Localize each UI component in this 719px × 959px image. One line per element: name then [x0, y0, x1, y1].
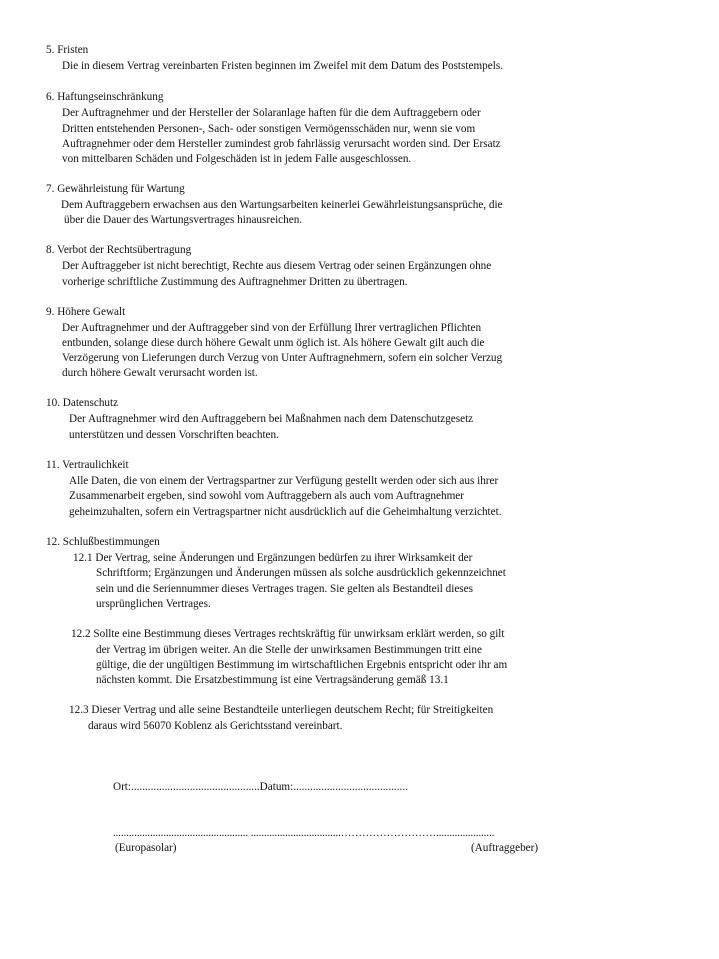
left-party-label: (Europasolar)	[115, 842, 177, 854]
subsection-12-2-line: der Vertrag im übrigen weiter. An die Stelle der unwirksamen Bestimmungen tritt eine	[96, 644, 482, 656]
section-11-heading: 11. Vertraulichkeit	[46, 459, 129, 471]
section-8-heading: 8. Verbot der Rechtsübertragung	[46, 244, 192, 256]
section-5-heading: 5. Fristen	[46, 44, 89, 56]
section-7-heading: 7. Gewährleistung für Wartung	[46, 183, 185, 195]
section-6-line: Dritten entstehenden Personen-, Sach- oder sonstigen Vermögensschäden nur, wenn sie vom	[62, 123, 476, 135]
section-8-line: Der Auftraggeber ist nicht berechtigt, Rechte aus diesem Vertrag oder seinen Ergänzungen ohne	[62, 260, 492, 272]
section-8-line: vorherige schriftliche Zustimmung des Auftragnehmer Dritten zu übertragen.	[62, 276, 408, 288]
section-9-heading: 9. Höhere Gewalt	[46, 306, 126, 318]
section-10-heading: 10. Datenschutz	[46, 397, 119, 409]
section-6-line: von mittelbaren Schäden und Folgeschäden ist in jedem Falle ausgeschlossen.	[62, 153, 412, 165]
section-7-line: über die Dauer des Wartungsvertrages hinausreichen.	[64, 214, 303, 226]
section-6-line: Auftragnehmer oder dem Hersteller zumindest grob fahrlässig verursacht worden sind. Der Ersatz	[62, 138, 501, 150]
subsection-12-2-line: nächsten kommt. Die Ersatzbestimmung ist eine Vertragsänderung gemäß 13.1	[96, 674, 449, 686]
subsection-12-3-line: 12.3 Dieser Vertrag und alle seine Bestandteile unterliegen deutschem Recht; für Streitigkeiten	[69, 704, 494, 716]
section-9-line: Der Auftragnehmer und der Auftraggeber sind von der Erfüllung Ihrer vertraglichen Pflichten	[62, 322, 482, 334]
section-9-line: Verzögerung von Lieferungen durch Verzug von Unter Auftragnehmern, sofern ein solcher Verzug	[62, 352, 503, 364]
section-9-line: entbunden, solange diese durch höhere Gewalt unm öglich ist. Als höhere Gewalt gilt auch die	[62, 337, 485, 349]
section-6-heading: 6. Haftungseinschränkung	[46, 91, 164, 103]
section-12-heading: 12. Schlußbestimmungen	[46, 536, 160, 548]
section-11-line: geheimzuhalten, sofern ein Vertragspartner nicht ausdrücklich auf die Geheimhaltung verzichtet.	[69, 506, 502, 518]
subsection-12-1-line: Schriftform; Ergänzungen und Änderungen müssen als solche ausdrücklich gekennzeichnet	[96, 567, 506, 579]
section-10-line: Der Auftragnehmer wird den Auftraggebern bei Maßnahmen nach dem Datenschutzgesetz	[69, 413, 474, 425]
section-5-line: Die in diesem Vertrag vereinbarten Fristen beginnen im Zweifel mit dem Datum des Poststempels.	[62, 60, 503, 72]
subsection-12-3-line: daraus wird 56070 Koblenz als Gerichtsstand vereinbart.	[88, 720, 343, 732]
section-11-line: Alle Daten, die von einem der Vertragspartner zur Verfügung gestellt werden oder sich aus ihrer	[69, 475, 499, 487]
subsection-12-1-line: sein und die Seriennummer dieses Vertrages tragen. Sie gelten als Bestandteil dieses	[96, 583, 473, 595]
right-party-label: (Auftraggeber)	[471, 842, 539, 854]
subsection-12-2-line: 12.2 Sollte eine Bestimmung dieses Vertrages rechtskräftig für unwirksam erklärt werden, so gilt	[71, 628, 505, 640]
subsection-12-2-line: gültige, die der ungültigen Bestimmung im wirtschaftlichen Ergebnis entspricht oder ihr am	[96, 659, 508, 671]
section-10-line: unterstützen und dessen Vorschriften beachten.	[69, 429, 279, 441]
section-11-line: Zusammenarbeit ergeben, sind sowohl vom Auftraggebern als auch vom Auftragnehmer	[69, 490, 464, 502]
subsection-12-1-line: ursprünglichen Vertrages.	[96, 598, 211, 610]
section-6-line: Der Auftragnehmer und der Hersteller der Solaranlage haften für die dem Auftraggebern oder	[62, 107, 481, 119]
section-7-line: Dem Auftraggebern erwachsen aus den Wartungsarbeiten keinerlei Gewährleistungsansprüche, die	[61, 199, 503, 211]
section-9-line: durch höhere Gewalt verursacht worden ist.	[62, 367, 258, 379]
signature-dots-line: ................................................... ..................................………………………......................	[113, 828, 495, 839]
place-date-line: Ort:..............................................Datum:.........................................	[113, 781, 408, 793]
subsection-12-1-line: 12.1 Der Vertrag, seine Änderungen und Ergänzungen bedürfen zu ihrer Wirksamkeit der	[73, 552, 473, 564]
